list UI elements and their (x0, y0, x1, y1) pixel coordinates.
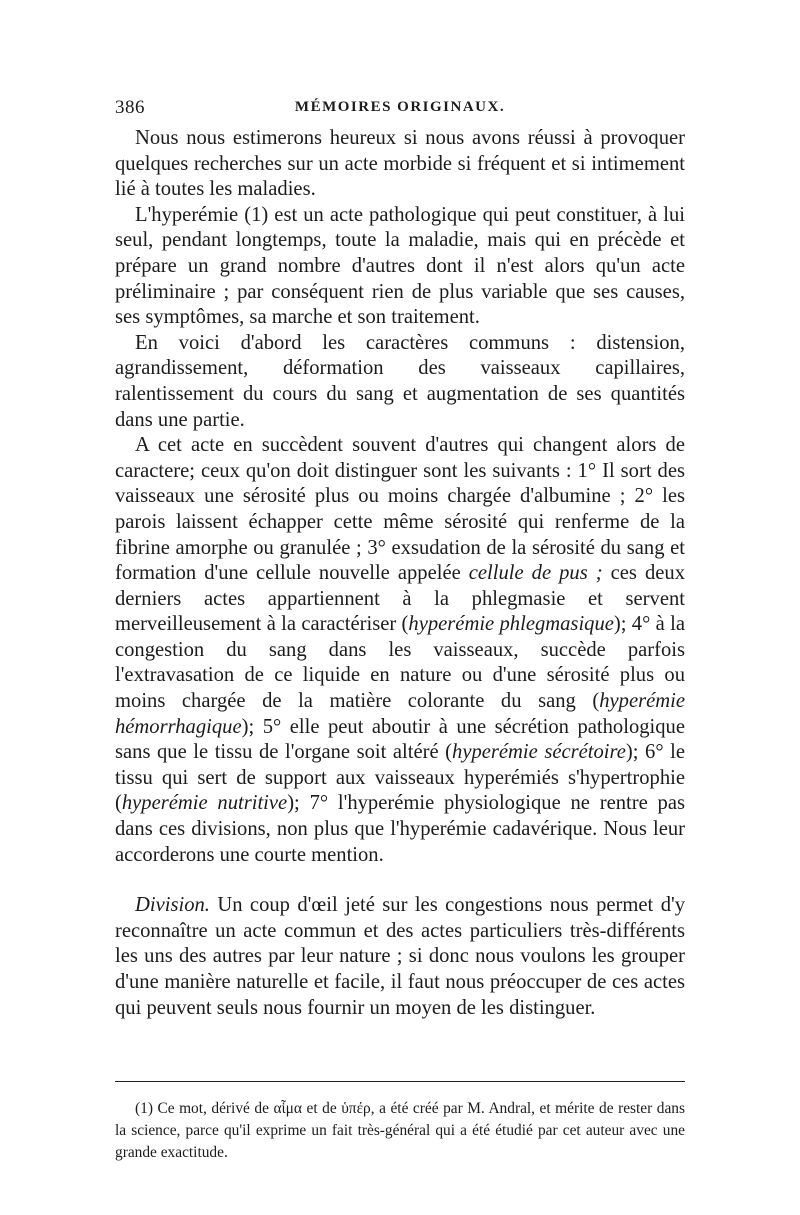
running-title: MÉMOIRES ORIGINAUX. (294, 99, 506, 115)
italic-term: hyperémie hémorrhagique (115, 690, 685, 738)
text-segment: ); 6° le tissu qui sert de support aux vaisseaux hyperémiés s'hypertrophie ( (115, 741, 685, 815)
paragraph-3: En voici d'abord les caractères communs : distension, agrandissement, déformation des vaisseaux capillaires, ralentissement du cours du sang et augmentation de ses quantités dans une partie. (115, 331, 685, 431)
paragraph-4 (115, 433, 685, 868)
greek-word: αἷμα (273, 1100, 302, 1117)
italic-term: hyperémie nutritive (121, 792, 288, 815)
text-segment: Un coup d'œil jeté sur les congestions nous permet d'y reconnaître un acte commun et des actes particuliers très-différents les uns des autres par leur nature ; si donc nous voulons les grouper d'une manière naturelle et facile, il faut nous préoccuper de ces actes qui peuvent seuls nous fournir un moyen de les distinguer. (115, 894, 685, 1019)
italic-term: hyperémie sécrétoire (452, 741, 626, 764)
text-segment: ); 7° l'hyperémie physiologique ne rentre pas dans ces divisions, non plus que l'hyperémie cadavérique. Nous leur accorderons une courte mention. (115, 792, 685, 866)
text-segment: (1) Ce mot, dérivé de (135, 1100, 274, 1117)
text-segment: et de (301, 1100, 342, 1117)
body-text (115, 126, 685, 1021)
greek-word: ὑπέρ (341, 1100, 371, 1117)
text-segment: ); 4° à la congestion du sang dans les vaisseaux, succède parfois l'extravasation de ce liquide en nature ou d'une sérosité plus ou moins chargée de la matière colorante du sang ( (115, 613, 685, 713)
text-segment: , a été créé par M. Andral, et mérite de rester dans la science, parce qu'il exprime un fait très-général qui a été étudié par cet auteur avec une grande exactitude. (115, 1100, 685, 1161)
section-heading: Division. (135, 894, 210, 917)
italic-term: cellule de pus ; (468, 562, 603, 585)
paragraph-2: L'hyperémie (1) est un acte pathologique qui peut constituer, à lui seul, pendant longtemps, toute la maladie, mais qui en précède et prépare un grand nombre d'autres dont il n'est alors qu'un acte préliminaire ; par conséquent rien de plus variable que ses causes, ses symptômes, sa marche et son traitement. (115, 203, 685, 329)
text-segment: ces deux derniers actes appartiennent à la phlegmasie et servent merveilleusement à la caractériser ( (115, 562, 686, 636)
italic-term: hyperémie phlegmasique (408, 613, 614, 636)
page-number: 386 (115, 97, 145, 118)
footnote-divider (115, 1081, 685, 1082)
footnote (115, 1098, 685, 1164)
paragraph-division (115, 893, 685, 1021)
text-segment: ); 5° elle peut aboutir à une sécrétion pathologique sans que le tissu de l'organe soit altéré ( (115, 715, 685, 764)
paragraph-1: Nous nous estimerons heureux si nous avons réussi à provoquer quelques recherches sur un acte morbide si fréquent et si intimement lié à toutes les maladies. (115, 127, 685, 201)
running-head (115, 97, 685, 125)
footnote-text (115, 1098, 685, 1164)
text-segment: A cet acte en succèdent souvent d'autres qui changent alors de caractere; ceux qu'on doit distinguer sont les suivants : 1° Il sort des vaisseaux une sérosité plus ou moins chargée d'albumine ; 2° les parois laissent échapper cette même sérosité qui renferme de la fibrine amorphe ou granulée ; 3° exsudation de la sérosité du sang et formation d'une cellule nouvelle appelée (115, 434, 685, 585)
